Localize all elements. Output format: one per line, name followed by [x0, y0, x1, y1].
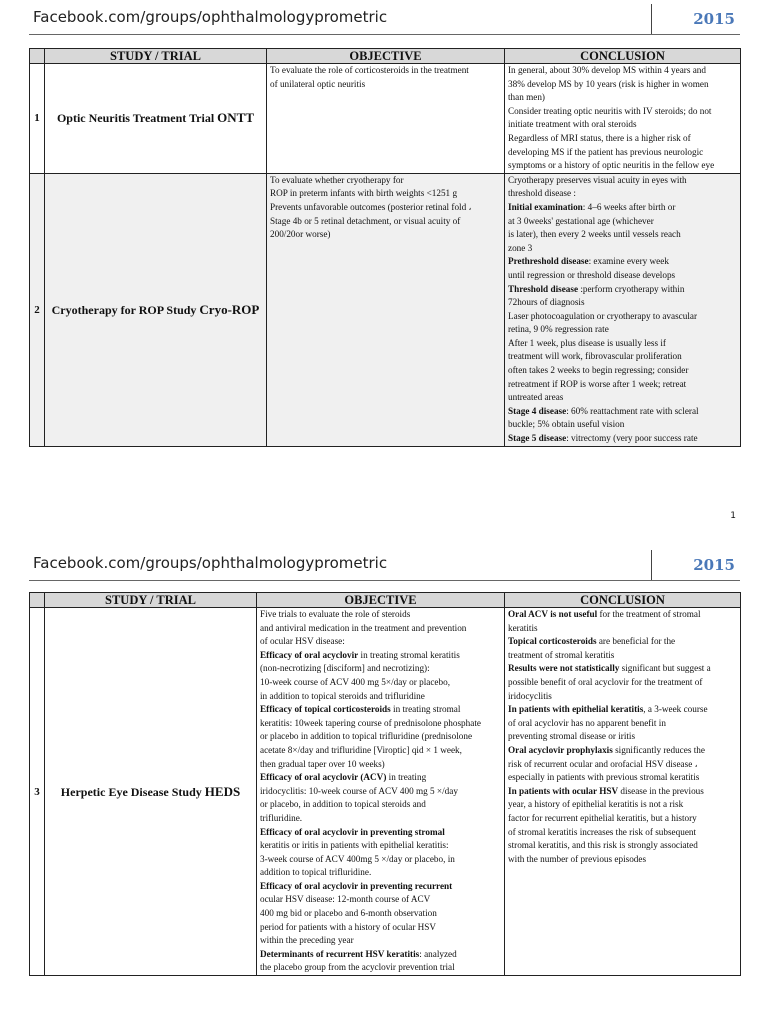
col-objective: OBJECTIVE	[267, 49, 505, 64]
page2-header	[0, 546, 768, 580]
line-text: year, a history of epithelial keratitis is not a risk	[508, 799, 684, 810]
bold-term: Threshold disease	[508, 283, 579, 294]
text-line	[260, 866, 501, 880]
text-line	[508, 812, 737, 826]
line-text: within the preceding year	[260, 935, 354, 946]
bold-term: Determinants of recurrent HSV keratitis	[260, 948, 420, 959]
text-line	[260, 785, 501, 799]
text-line	[260, 649, 501, 663]
header-rule	[29, 580, 740, 581]
text-line	[270, 174, 501, 188]
header-rule	[29, 34, 740, 35]
table-row	[30, 608, 741, 976]
line-text: ROP in preterm infants with birth weights <1251 g	[270, 188, 458, 199]
text-line	[508, 758, 737, 772]
line-text: 200/20or worse)	[270, 229, 331, 240]
line-text: often takes 2 weeks to begin regressing; consider	[508, 365, 689, 376]
line-text: are beneficial for the	[596, 636, 676, 647]
text-line	[508, 418, 737, 432]
line-text: disease in the previous	[618, 785, 704, 796]
line-text: Stage 4b or 5 retinal detachment, or visual acuity of	[270, 215, 461, 226]
header-year: 2015	[693, 10, 735, 28]
page1-header	[0, 0, 768, 34]
line-text: : 4–6 weeks after birth or	[582, 201, 676, 212]
line-text: : analyzed	[419, 948, 457, 959]
row-number: 3	[30, 608, 45, 976]
header-divider	[651, 550, 652, 580]
conclusion-cell	[505, 64, 741, 174]
text-line	[508, 364, 737, 378]
line-text: Consider treating optic neuritis with IV steroids; do not	[508, 105, 712, 116]
line-text: threshold disease :	[508, 188, 576, 199]
text-line	[508, 771, 737, 785]
line-text: stromal keratitis, and this risk is strongly associated	[508, 840, 698, 851]
line-text: significantly reduces the	[612, 744, 705, 755]
line-text: (non-necrotizing [disciform] and necrotizing):	[260, 663, 430, 674]
line-text: period for patients with a history of ocular HSV	[260, 921, 437, 932]
line-text: 10-week course of ACV 400 mg 5×/day or placebo,	[260, 676, 450, 687]
page-number: 1	[730, 511, 736, 521]
line-text: keratitis or iritis in patients with epithelial keratitis:	[260, 840, 449, 851]
line-text: factor for recurrent epithelial keratitis, but a history	[508, 812, 697, 823]
text-line	[508, 350, 737, 364]
text-line	[508, 622, 737, 636]
text-line	[508, 690, 737, 704]
bold-term: In patients with ocular HSV	[508, 785, 619, 796]
line-text: until regression or threshold disease develops	[508, 269, 676, 280]
line-text: Regardless of MRI status, there is a higher risk of	[508, 132, 691, 143]
bold-term: Efficacy of oral acyclovir (ACV)	[260, 772, 387, 783]
text-line	[508, 337, 737, 351]
text-line	[260, 744, 501, 758]
line-text: 38% develop MS by 10 years (risk is higher in women	[508, 78, 709, 89]
text-line	[508, 432, 737, 446]
text-line	[260, 948, 501, 962]
line-text: of ocular HSV disease:	[260, 636, 345, 647]
line-text: symptoms or a history of optic neuritis in the fellow eye	[508, 160, 715, 171]
text-line	[260, 961, 501, 975]
bold-term: Efficacy of oral acyclovir in preventing recurrent	[260, 880, 453, 891]
line-text: 400 mg bid or placebo and 6-month observation	[260, 908, 437, 919]
text-line	[508, 717, 737, 731]
text-line	[508, 323, 737, 337]
line-text: of unilateral optic neuritis	[270, 78, 366, 89]
text-line	[260, 730, 501, 744]
text-line	[508, 132, 737, 146]
line-text: In general, about 30% develop MS within 4 years and	[508, 65, 706, 75]
text-line	[508, 201, 737, 215]
line-text: buckle; 5% obtain useful vision	[508, 419, 625, 430]
text-line	[260, 771, 501, 785]
text-line	[508, 378, 737, 392]
line-text: or placebo in addition to topical trifluridine (prednisolone	[260, 731, 473, 742]
line-text: keratitis: 10week tapering course of prednisolone phosphate	[260, 717, 481, 728]
text-line	[260, 662, 501, 676]
header-divider	[651, 4, 652, 34]
line-text: 3-week course of ACV 400mg 5 ×/day or placebo, in	[260, 853, 455, 864]
line-text: in addition to topical steroids and trifluridine	[260, 690, 425, 701]
line-text: possible benefit of oral acyclovir for the treatment of	[508, 676, 703, 687]
text-line	[260, 717, 501, 731]
text-line	[260, 893, 501, 907]
text-line	[508, 255, 737, 269]
text-line	[508, 853, 737, 867]
line-text: in treating stromal keratitis	[358, 649, 460, 660]
line-text: then gradual taper over 10 weeks)	[260, 758, 385, 769]
col-conclusion: CONCLUSION	[505, 593, 741, 608]
line-text: : examine every week	[588, 256, 669, 267]
line-text: To evaluate the role of corticosteroids in the treatment	[270, 65, 469, 75]
line-text: retreatment if ROP is worse after 1 week; retreat	[508, 378, 687, 389]
table-header-row	[30, 593, 741, 608]
text-line	[260, 921, 501, 935]
text-line	[508, 64, 737, 78]
line-text: of oral acyclovir has no apparent benefit in	[508, 717, 666, 728]
line-text: , a 3-week course	[643, 704, 708, 715]
text-line	[508, 649, 737, 663]
text-line	[508, 826, 737, 840]
objective-cell	[267, 64, 505, 174]
table-row	[30, 173, 741, 446]
header-site-link[interactable]: Facebook.com/groups/ophthalmologyprometric	[33, 8, 388, 26]
line-text: To evaluate whether cryotherapy for	[270, 174, 404, 185]
text-line	[260, 676, 501, 690]
bold-term: In patients with epithelial keratitis	[508, 704, 644, 715]
text-line	[508, 174, 737, 188]
line-text: trifluridine.	[260, 812, 303, 823]
col-study: STUDY / TRIAL	[45, 593, 257, 608]
text-line	[508, 78, 737, 92]
conclusion-cell	[505, 608, 741, 976]
text-line	[270, 228, 501, 242]
table-header-row	[30, 49, 741, 64]
text-line	[508, 310, 737, 324]
text-line	[260, 839, 501, 853]
text-line	[508, 608, 737, 622]
line-text: treatment of stromal keratitis	[508, 649, 615, 660]
bold-term: Stage 5 disease	[508, 433, 567, 444]
bold-term: Topical corticosteroids	[508, 636, 597, 647]
text-line	[270, 187, 501, 201]
text-line	[508, 215, 737, 229]
text-line	[508, 118, 737, 132]
line-text: Prevents unfavorable outcomes (posterior retinal fold ،	[270, 201, 472, 212]
bold-term: Efficacy of oral acyclovir in preventing stromal	[260, 826, 445, 837]
text-line	[260, 635, 501, 649]
bold-term: Initial examination	[508, 201, 583, 212]
text-line	[508, 187, 737, 201]
line-text: zone 3	[508, 242, 533, 253]
row-number: 1	[30, 64, 45, 174]
header-site-link[interactable]: Facebook.com/groups/ophthalmologyprometric	[33, 554, 388, 572]
line-text: significant but suggest a	[619, 663, 711, 674]
line-text: addition to topical trifluridine.	[260, 867, 372, 878]
line-text: is later), then every 2 weeks until vessels reach	[508, 229, 681, 240]
bold-term: Prethreshold disease	[508, 256, 589, 267]
text-line	[508, 228, 737, 242]
line-text: keratitis	[508, 622, 538, 633]
line-text: 72hours of diagnosis	[508, 297, 585, 308]
text-line	[508, 391, 737, 405]
text-line	[508, 296, 737, 310]
text-line	[270, 78, 501, 92]
text-line	[508, 146, 737, 160]
bold-term: Results were not statistically	[508, 663, 620, 674]
bold-term: Stage 4 disease	[508, 405, 567, 416]
text-line	[260, 758, 501, 772]
table-row	[30, 64, 741, 174]
bold-term: Efficacy of oral acyclovir	[260, 649, 359, 660]
col-study: STUDY / TRIAL	[45, 49, 267, 64]
text-line	[508, 91, 737, 105]
text-line	[508, 635, 737, 649]
text-line	[508, 839, 737, 853]
line-text: :perform cryotherapy within	[578, 283, 685, 294]
text-line	[260, 798, 501, 812]
line-text: or placebo, in addition to topical steroids and	[260, 799, 426, 810]
text-line	[260, 934, 501, 948]
line-text: preventing stromal disease or iritis	[508, 731, 636, 742]
line-text: : 60% reattachment rate with scleral	[566, 405, 699, 416]
line-text: Cryotherapy preserves visual acuity in eyes with	[508, 174, 687, 185]
line-text: the placebo group from the acyclovir prevention trial	[260, 962, 455, 973]
line-text: with the number of previous episodes	[508, 853, 647, 864]
line-text: at 3 0weeks' gestational age (whichever	[508, 215, 654, 226]
col-objective: OBJECTIVE	[257, 593, 505, 608]
text-line	[260, 880, 501, 894]
text-line	[260, 812, 501, 826]
study-name: Optic Neuritis Treatment Trial ONTT	[45, 64, 267, 174]
line-text: initiate treatment with oral steroids	[508, 119, 637, 130]
header-year: 2015	[693, 556, 735, 574]
bold-term: Efficacy of topical corticosteroids	[260, 704, 391, 715]
line-text: especially in patients with previous stromal keratitis	[508, 772, 700, 783]
text-line	[508, 242, 737, 256]
trials-table-page1	[29, 48, 741, 447]
text-line	[270, 64, 501, 78]
text-line	[508, 405, 737, 419]
text-line	[260, 690, 501, 704]
objective-cell	[257, 608, 505, 976]
text-line	[260, 703, 501, 717]
line-text: and antiviral medication in the treatment and prevention	[260, 622, 467, 633]
text-line	[508, 703, 737, 717]
text-line	[508, 744, 737, 758]
text-line	[508, 283, 737, 297]
text-line	[260, 622, 501, 636]
text-line	[508, 662, 737, 676]
text-line	[508, 785, 737, 799]
line-text: : vitrectomy (very poor success rate	[566, 433, 698, 444]
line-text: iridocyclitis: 10-week course of ACV 400 mg 5 ×/day	[260, 785, 458, 796]
line-text: ocular HSV disease: 12-month course of ACV	[260, 894, 431, 905]
conclusion-cell	[505, 173, 741, 446]
bold-term: Oral ACV is not useful	[508, 609, 598, 619]
line-text: treatment will work, fibrovascular proliferation	[508, 351, 682, 362]
objective-cell	[267, 173, 505, 446]
text-line	[508, 269, 737, 283]
line-text: than men)	[508, 92, 545, 103]
text-line	[260, 907, 501, 921]
line-text: in treating	[386, 772, 427, 783]
line-text: for the treatment of stromal	[597, 609, 701, 619]
line-text: retina, 9 0% regression rate	[508, 324, 609, 335]
row-number: 2	[30, 173, 45, 446]
line-text: Five trials to evaluate the role of steroids	[260, 609, 411, 619]
text-line	[508, 730, 737, 744]
text-line	[508, 798, 737, 812]
line-text: untreated areas	[508, 392, 564, 403]
study-name: Cryotherapy for ROP Study Cryo-ROP	[45, 173, 267, 446]
line-text: developing MS if the patient has previous neurologic	[508, 146, 704, 157]
col-conclusion: CONCLUSION	[505, 49, 741, 64]
text-line	[270, 201, 501, 215]
bold-term: Oral acyclovir prophylaxis	[508, 744, 613, 755]
line-text: of stromal keratitis increases the risk of subsequent	[508, 826, 697, 837]
line-text: in treating stromal	[390, 704, 461, 715]
text-line	[508, 676, 737, 690]
line-text: After 1 week, plus disease is usually less if	[508, 337, 666, 348]
text-line	[260, 853, 501, 867]
text-line	[270, 215, 501, 229]
line-text: acetate 8×/day and trifluridine [Viroptic] qid × 1 week,	[260, 744, 462, 755]
text-line	[260, 826, 501, 840]
line-text: Laser photocoagulation or cryotherapy to avascular	[508, 310, 698, 321]
line-text: iridocyclitis	[508, 690, 552, 701]
text-line	[260, 608, 501, 622]
trials-table-page2	[29, 592, 741, 976]
text-line	[508, 105, 737, 119]
study-name: Herpetic Eye Disease Study HEDS	[45, 608, 257, 976]
line-text: risk of recurrent ocular and orofacial HSV disease ،	[508, 758, 698, 769]
text-line	[508, 159, 737, 173]
